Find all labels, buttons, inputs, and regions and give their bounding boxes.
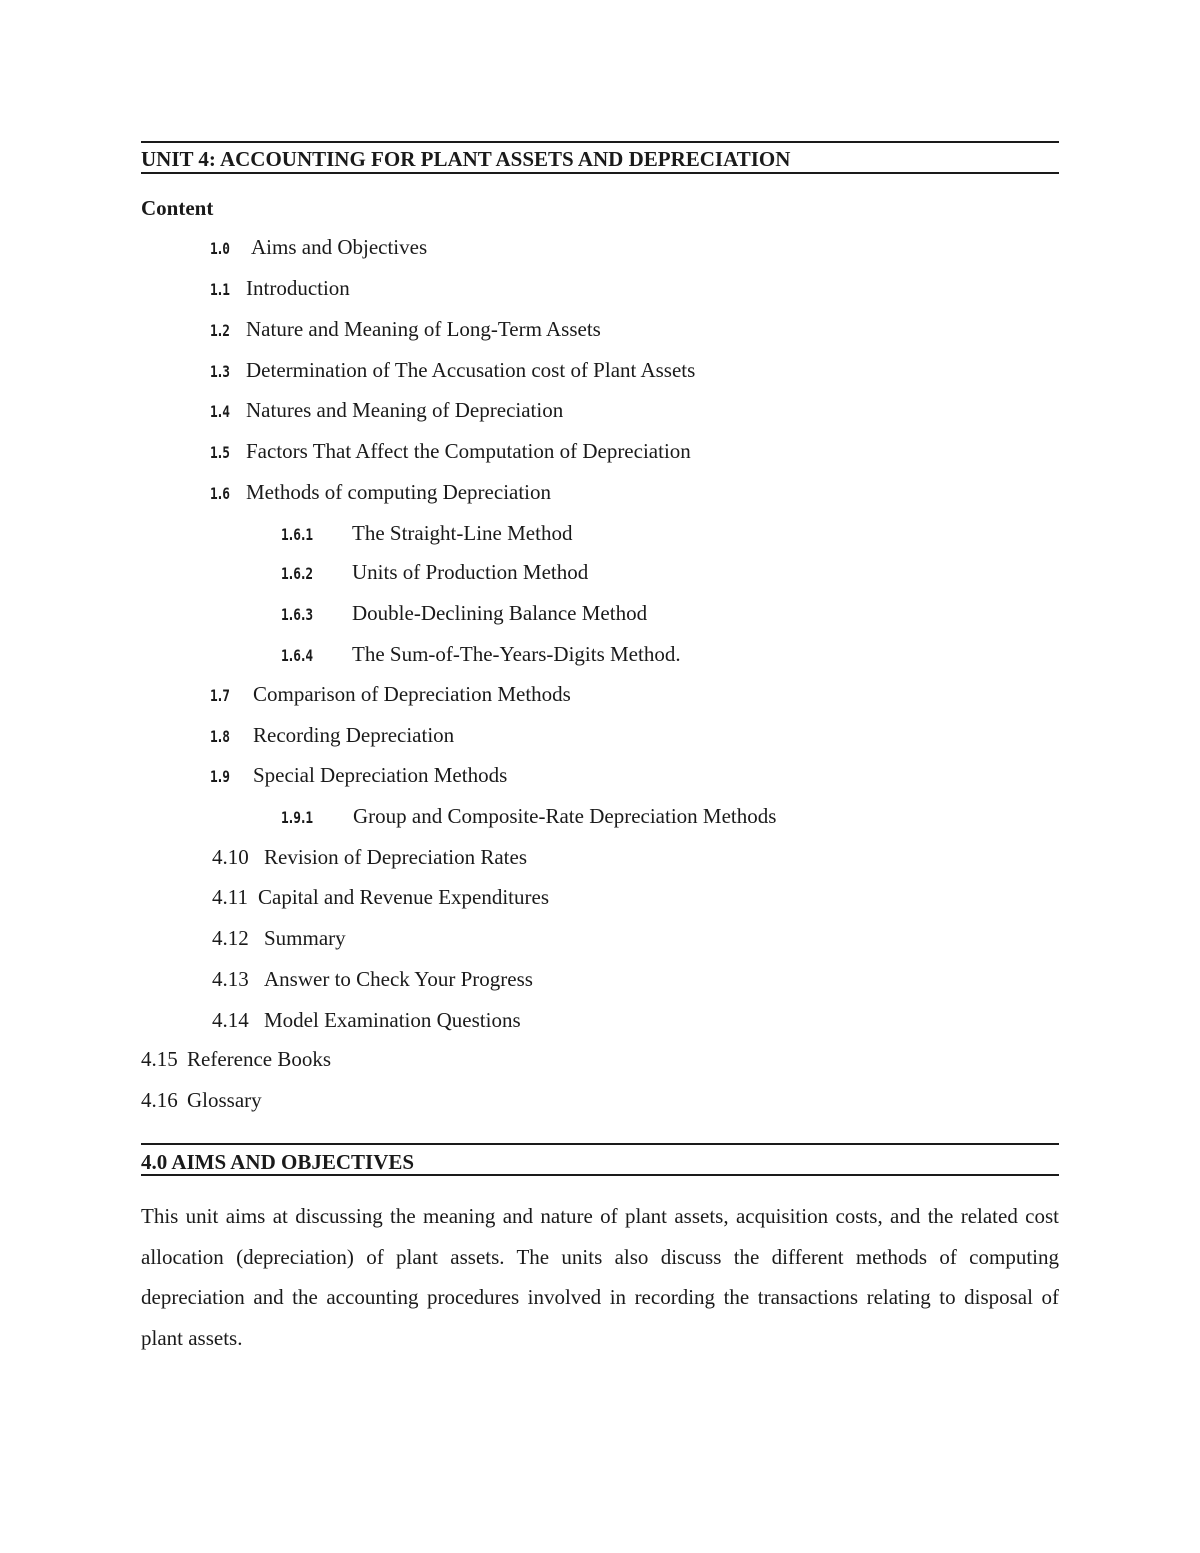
toc-item-number: 4.15 xyxy=(141,1047,178,1071)
toc-item-number: 1.9 xyxy=(210,767,229,786)
toc-item-number: 1.1 xyxy=(210,280,229,299)
toc-item-title: Comparison of Depreciation Methods xyxy=(253,682,571,706)
toc-item-title: Double-Declining Balance Method xyxy=(352,601,648,625)
toc-item-title: Aims and Objectives xyxy=(251,235,428,259)
toc-item-number: 4.16 xyxy=(141,1088,178,1112)
toc-item-title: Reference Books xyxy=(187,1047,332,1071)
toc-item-number: 4.11 xyxy=(212,885,248,909)
toc-item-title: Group and Composite-Rate Depreciation Methods xyxy=(353,804,777,828)
toc-item-title: Answer to Check Your Progress xyxy=(264,967,533,991)
toc-item-number: 1.9.1 xyxy=(281,808,312,827)
toc-item-title: Recording Depreciation xyxy=(253,723,455,747)
unit-heading: UNIT 4: ACCOUNTING FOR PLANT ASSETS AND DEPRECIATION xyxy=(141,147,791,171)
toc-item-number: 1.2 xyxy=(210,321,229,340)
toc-item-number: 1.6.1 xyxy=(281,525,312,544)
toc-item-title: Special Depreciation Methods xyxy=(253,763,508,787)
toc-item-number: 1.8 xyxy=(210,727,229,746)
toc-item-number: 1.6.4 xyxy=(281,646,312,665)
toc-item-number: 1.6.2 xyxy=(281,564,312,583)
toc-item-number: 1.4 xyxy=(210,402,229,421)
toc-item-number: 4.12 xyxy=(212,926,249,950)
toc-item-number: 4.14 xyxy=(212,1008,249,1032)
toc-item-title: Determination of The Accusation cost of Plant Assets xyxy=(246,358,696,382)
toc-item-title: The Straight-Line Method xyxy=(352,521,573,545)
toc-item-title: The Sum-of-The-Years-Digits Method. xyxy=(352,642,681,666)
section-heading: 4.0 AIMS AND OBJECTIVES xyxy=(141,1150,415,1174)
content-label: Content xyxy=(141,196,214,220)
toc-item-title: Introduction xyxy=(246,276,350,300)
heading-bottom-rule xyxy=(141,172,1059,174)
heading-top-rule xyxy=(141,141,1059,143)
toc-item-title: Units of Production Method xyxy=(352,560,589,584)
section-bottom-rule xyxy=(141,1174,1059,1176)
toc-item-title: Methods of computing Depreciation xyxy=(246,480,552,504)
toc-item-title: Factors That Affect the Computation of Depreciation xyxy=(246,439,691,463)
toc-item-number: 1.5 xyxy=(210,443,229,462)
toc-item-title: Summary xyxy=(264,926,346,950)
toc-item-number: 4.10 xyxy=(212,845,249,869)
toc-item-number: 1.6.3 xyxy=(281,605,312,624)
toc-item-title: Glossary xyxy=(187,1088,262,1112)
section-top-rule xyxy=(141,1143,1059,1145)
toc-item-number: 4.13 xyxy=(212,967,249,991)
toc-item-number: 1.6 xyxy=(210,484,229,503)
section-paragraph: This unit aims at discussing the meaning and nature of plant assets, acquisition costs, and the related cost allocation (depreciation) of plant assets. The units also discuss the different methods of computing depreciation and the accounting procedures involved in recording the transactions relating to disposal of plant assets. xyxy=(141,1204,1059,1350)
toc-item-number: 1.0 xyxy=(210,239,229,258)
toc-item-title: Model Examination Questions xyxy=(264,1008,521,1032)
toc-item-number: 1.3 xyxy=(210,362,229,381)
toc-item-title: Capital and Revenue Expenditures xyxy=(258,885,549,909)
toc-item-title: Revision of Depreciation Rates xyxy=(264,845,528,869)
toc-item-title: Natures and Meaning of Depreciation xyxy=(246,398,564,422)
toc-item-number: 1.7 xyxy=(210,686,229,705)
toc-item-title: Nature and Meaning of Long-Term Assets xyxy=(246,317,601,341)
